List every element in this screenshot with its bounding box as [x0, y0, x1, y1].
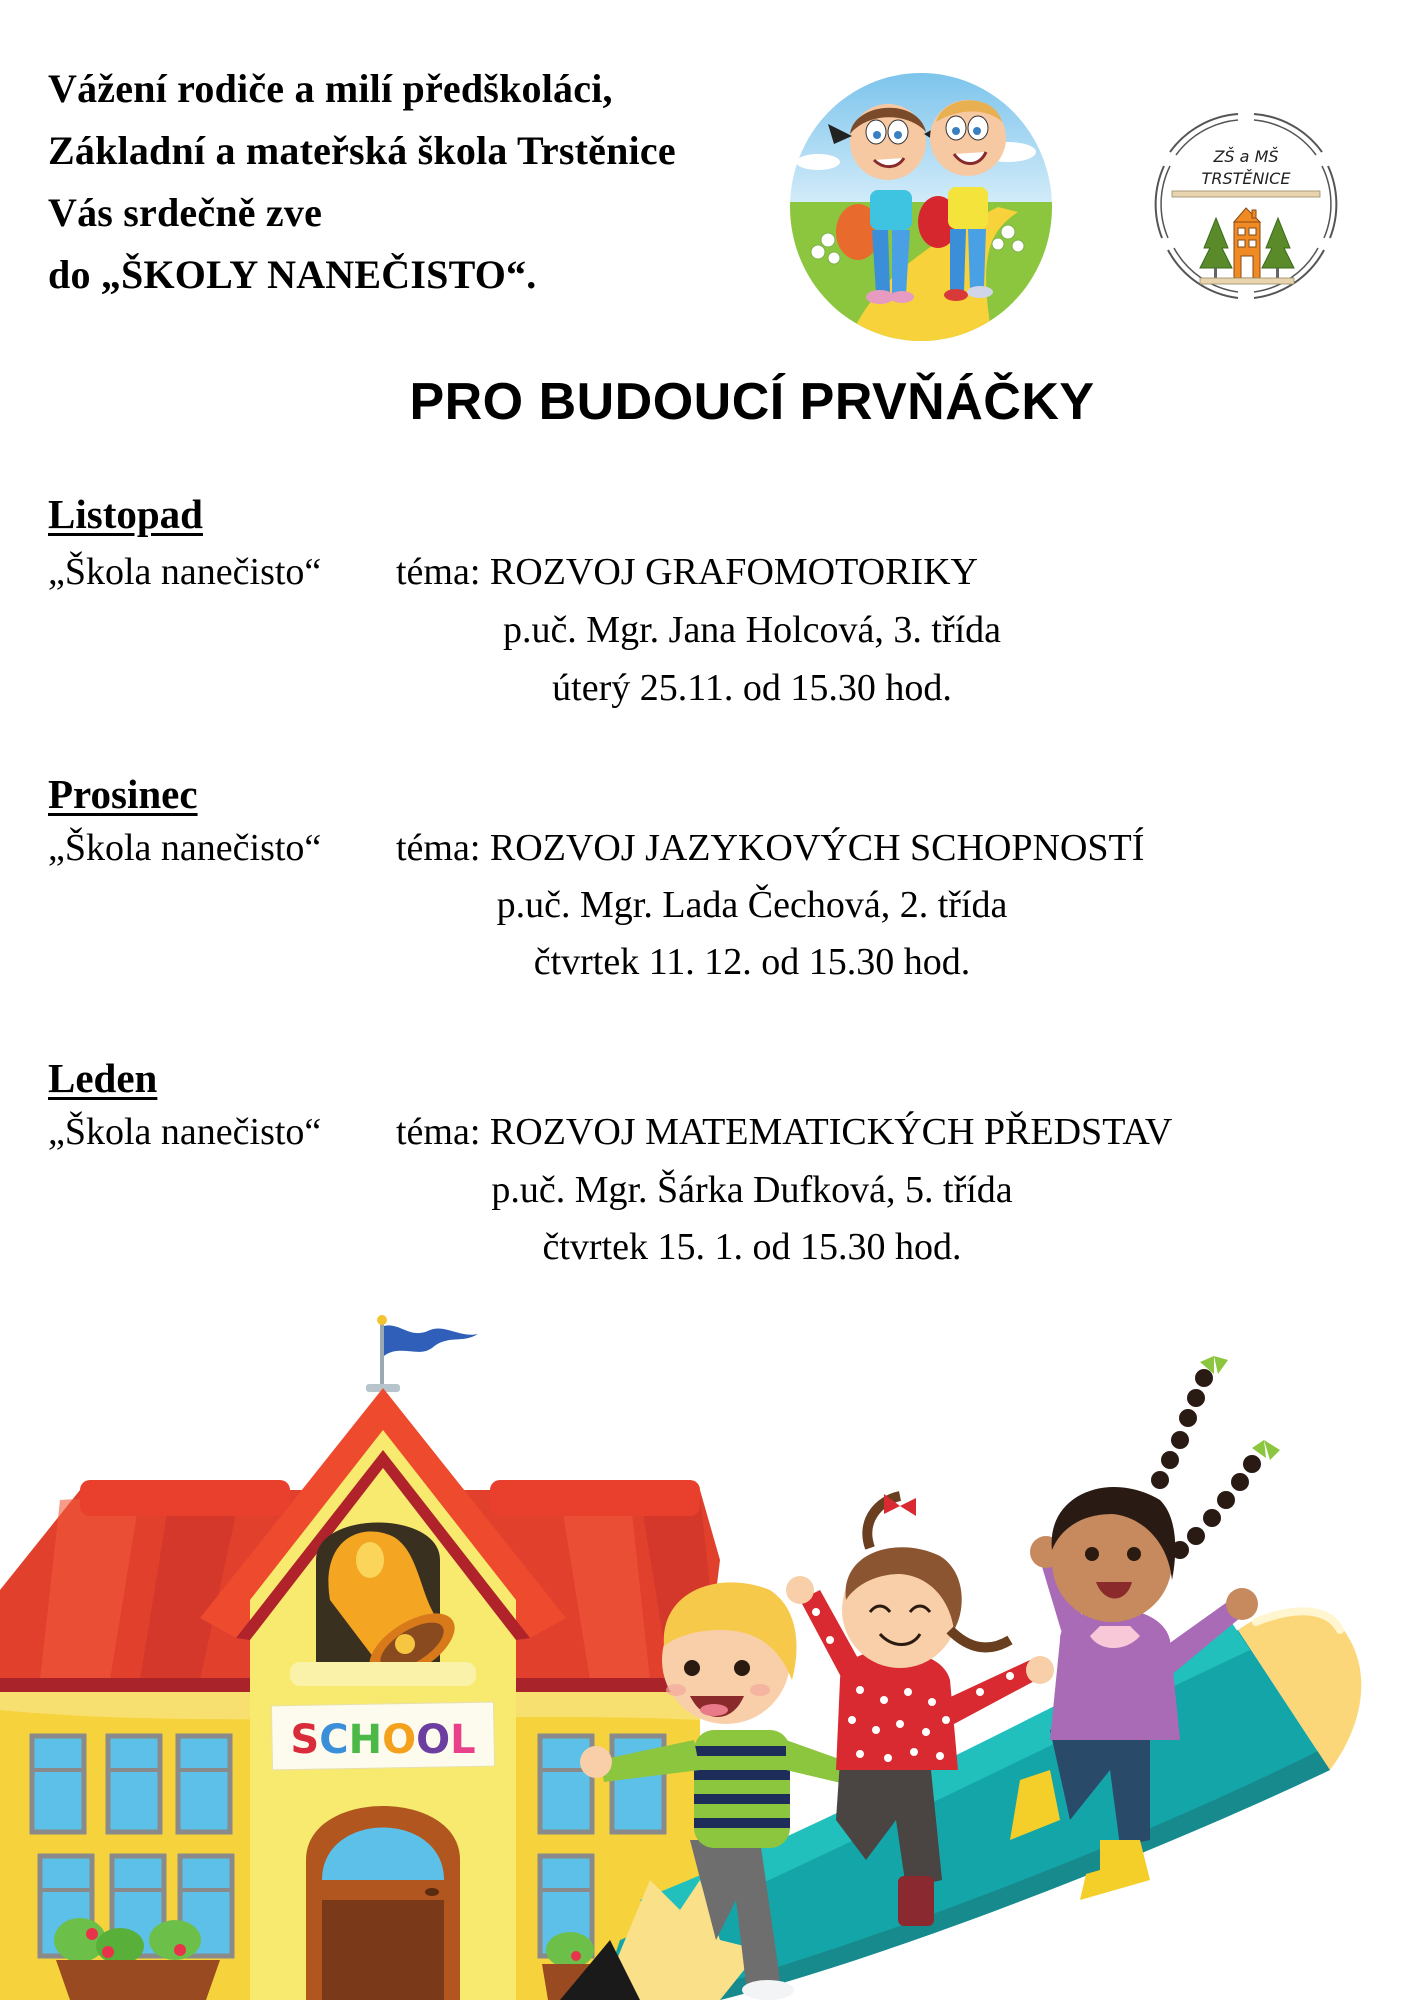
month-heading: Prosinec	[48, 771, 198, 817]
greeting-line: Základní a mateřská škola Trstěnice	[48, 128, 676, 173]
greeting	[48, 58, 676, 306]
school-sign-letter: O	[382, 1717, 417, 1763]
greeting-line: Vážení rodiče a milí předškoláci,	[48, 66, 613, 111]
kids-walking-image	[788, 72, 1054, 342]
school-sign-letter: O	[416, 1717, 451, 1763]
greeting-line: do „ŠKOLY NANEČISTO“.	[48, 252, 537, 297]
greeting-line: Vás srdečně zve	[48, 190, 323, 235]
event-teacher: p.uč. Mgr. Šárka Dufková, 5. třída	[491, 1169, 1013, 1211]
event-teacher: p.uč. Mgr. Lada Čechová, 2. třída	[496, 884, 1008, 926]
event-name: „Škola nanečisto“	[48, 1111, 322, 1153]
event-line	[48, 550, 978, 594]
event-line	[48, 826, 1145, 870]
event-name: „Škola nanečisto“	[48, 827, 322, 869]
event-topic: téma: ROZVOJ JAZYKOVÝCH SCHOPNOSTÍ	[396, 827, 1145, 869]
school-sign-letter: C	[319, 1717, 349, 1763]
event-name: „Škola nanečisto“	[48, 551, 322, 593]
school-logo	[1148, 108, 1344, 304]
event-topic: téma: ROZVOJ MATEMATICKÝCH PŘEDSTAV	[396, 1111, 1173, 1153]
school-sign-letter: L	[450, 1717, 476, 1763]
girl-purple-figure	[1010, 1356, 1280, 1900]
page-title: PRO BUDOUCÍ PRVŇÁČKY	[409, 373, 1095, 431]
event-line	[48, 1110, 1173, 1154]
month-heading: Listopad	[48, 491, 203, 537]
month-heading: Leden	[48, 1055, 158, 1101]
school-sign-text	[290, 1717, 475, 1763]
school-sign-letter: S	[290, 1717, 320, 1763]
event-time: čtvrtek 11. 12. od 15.30 hod.	[533, 941, 971, 983]
school-building	[0, 1315, 720, 2000]
logo-line-2: TRSTĚNICE	[1201, 169, 1291, 188]
school-sign-letter: H	[348, 1717, 383, 1763]
event-topic: téma: ROZVOJ GRAFOMOTORIKY	[396, 551, 978, 593]
event-time: úterý 25.11. od 15.30 hod.	[552, 667, 952, 709]
school-illustration	[0, 1300, 1414, 2000]
logo-line-1: ZŠ a MŠ	[1213, 147, 1279, 166]
event-teacher: p.uč. Mgr. Jana Holcová, 3. třída	[502, 609, 1002, 651]
event-time: čtvrtek 15. 1. od 15.30 hod.	[542, 1226, 962, 1268]
